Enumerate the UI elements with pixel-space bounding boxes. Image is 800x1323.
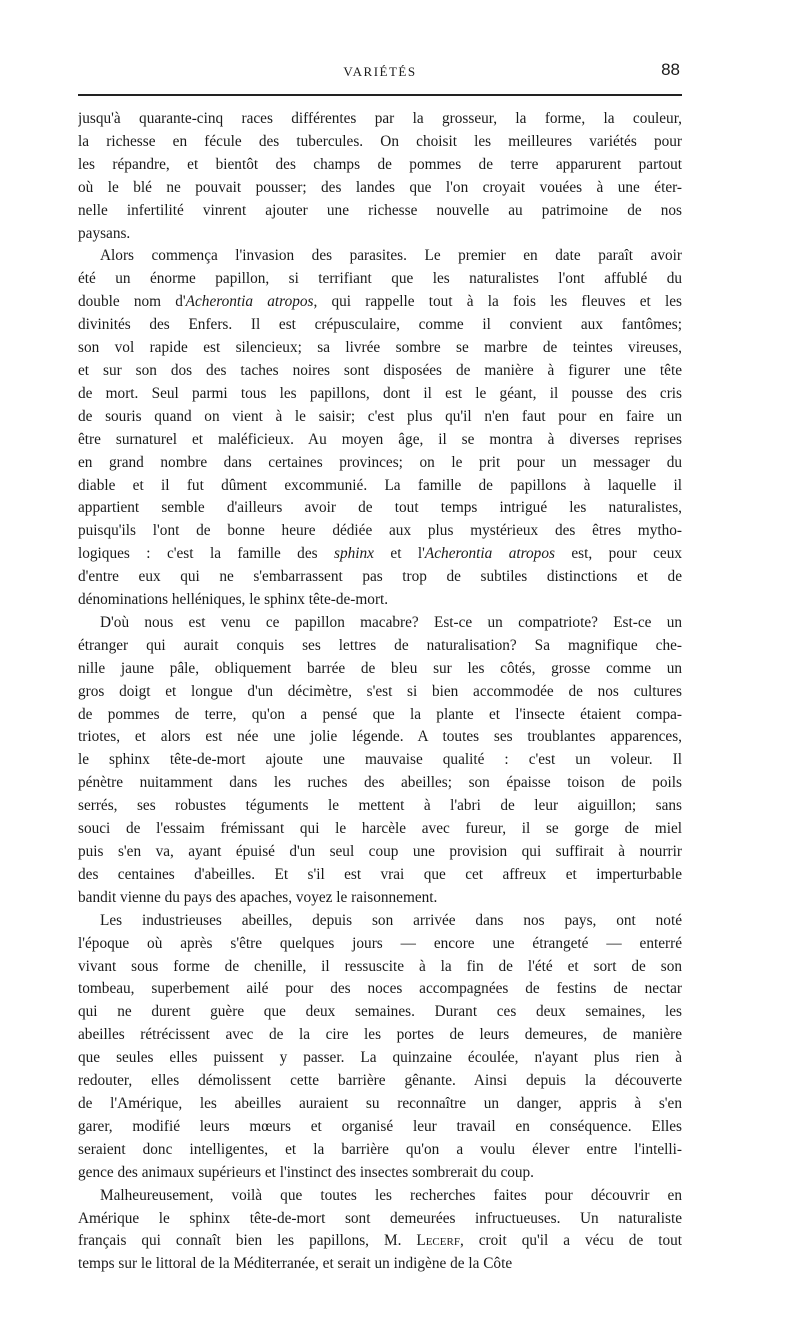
text-line: tombeau, superbement ailé pour des noces accompagnées de festins de nectar bbox=[78, 980, 682, 998]
text-line: Malheureusement, voilà que toutes les recherches faites pour découvrir en bbox=[100, 1186, 682, 1204]
text-line: être surnaturel et maléficieux. Au moyen âge, il se montra à diverses reprises bbox=[78, 430, 682, 448]
running-head: VARIÉTÉS bbox=[343, 64, 417, 79]
book-page bbox=[78, 58, 682, 1276]
text-line: été un énorme papillon, si terrifiant que les naturalistes l'ont affublé du bbox=[78, 270, 682, 288]
text-line: dénominations helléniques, le sphinx tête-de-mort. bbox=[78, 591, 389, 609]
text-line: souci de l'essaim frémissant qui le harcèle avec fureur, il se gorge de miel bbox=[78, 820, 682, 838]
text-line: les répandre, et bientôt des champs de pommes de terre apparurent partout bbox=[78, 155, 682, 173]
text-line: l'époque où après s'être quelques jours — encore une étrangeté — enterré bbox=[78, 934, 682, 952]
text-line: et sur son dos des taches noires sont disposées de manière à figurer une tête bbox=[78, 361, 682, 379]
text-line: paysans. bbox=[78, 224, 131, 242]
text-line: divinités des Enfers. Il est crépusculaire, comme il convient aux fantômes; bbox=[78, 316, 682, 334]
text-line: gence des animaux supérieurs et l'instinct des insectes sombrerait du coup. bbox=[78, 1163, 535, 1181]
text-line: double nom d'Acherontia atropos, qui rappelle tout à la fois les fleuves et les bbox=[78, 293, 682, 311]
text-line: D'où nous est venu ce papillon macabre? Est-ce un compatriote? Est-ce un bbox=[100, 613, 682, 631]
paragraph bbox=[78, 1185, 682, 1277]
text-line: nille jaune pâle, obliquement barrée de bleu sur les côtés, grosse comme un bbox=[78, 659, 682, 677]
paragraph bbox=[78, 910, 682, 1185]
text-line: des centaines d'abeilles. Et s'il est vrai que cet affreux et imperturbable bbox=[78, 865, 682, 883]
header-rule bbox=[78, 94, 682, 96]
text-line: étranger qui aurait conquis ses lettres de naturalisation? Sa magnifique che- bbox=[78, 636, 682, 654]
text-line: la richesse en fécule des tubercules. On choisit les meilleures variétés pour bbox=[78, 132, 682, 150]
text-line: Alors commença l'invasion des parasites. Le premier en date paraît avoir bbox=[100, 247, 682, 265]
text-line: jusqu'à quarante-cinq races différentes par la grosseur, la forme, la couleur, bbox=[78, 110, 682, 127]
text-line: nelle infertilité vinrent ajouter une richesse nouvelle au patrimoine de nos bbox=[78, 201, 682, 219]
text-line: Les industrieuses abeilles, depuis son arrivée dans nos pays, ont noté bbox=[100, 911, 682, 929]
page-number: 88 bbox=[661, 60, 680, 79]
text-line: vivant sous forme de chenille, il ressuscite à la fin de l'été et sort de son bbox=[78, 957, 682, 975]
text-line: logiques : c'est la famille des sphinx et l'Acherontia atropos est, pour ceux bbox=[78, 545, 682, 563]
text-line: puis s'en va, ayant épuisé d'un seul coup une provision qui suffirait à nourrir bbox=[78, 843, 682, 860]
text-line: diable et il fut dûment excommunié. La famille de papillons à laquelle il bbox=[78, 476, 682, 494]
text-line: gros doigt et longue d'un décimètre, s'est si bien accommodée de nos cultures bbox=[78, 682, 682, 700]
page-header bbox=[78, 58, 682, 90]
text-line: abeilles rétrécissent avec de la cire les portes de leurs demeures, de manière bbox=[78, 1026, 682, 1044]
text-line: seraient donc intelligentes, et la barrière qu'on a voulu élever entre l'intelli- bbox=[78, 1140, 682, 1158]
text-line: triotes, et alors est née une jolie légende. A toutes ses troublantes apparences, bbox=[78, 728, 682, 746]
text-line: où le blé ne pouvait pousser; des landes que l'on croyait vouées à une éter- bbox=[78, 178, 682, 196]
text-line: qui ne durent guère que deux semaines. Durant ces deux semaines, les bbox=[78, 1003, 682, 1021]
text-line: bandit vienne du pays des apaches, voyez le raisonnement. bbox=[78, 888, 438, 906]
text-line: français qui connaît bien les papillons, M. Lecerf, croit qu'il a vécu de tout bbox=[78, 1232, 682, 1250]
text-line: serrés, ses robustes téguments le mettent à l'abri de leur aiguillon; sans bbox=[78, 797, 682, 815]
text-line: garer, modifié leurs mœurs et organisé leur travail en conséquence. Elles bbox=[78, 1117, 682, 1135]
paragraph bbox=[78, 245, 682, 612]
text-line: le sphinx tête-de-mort ajoute une mauvaise qualité : c'est un voleur. Il bbox=[78, 751, 682, 769]
text-line: Amérique le sphinx tête-de-mort sont demeurées infructueuses. Un naturaliste bbox=[78, 1209, 682, 1227]
text-line: de mort. Seul parmi tous les papillons, dont il est le géant, il pousse des cris bbox=[78, 384, 682, 402]
paragraph bbox=[78, 612, 682, 910]
text-line: son vol rapide est silencieux; sa livrée sombre se marbre de teintes vireuses, bbox=[78, 339, 682, 357]
text-line: en grand nombre dans certaines provinces; on le prit pour un messager du bbox=[78, 453, 682, 471]
text-line: que seules elles puissent y passer. La quinzaine écoulée, n'ayant plus rien à bbox=[78, 1049, 682, 1067]
text-line: de souris quand on vient à le saisir; c'est plus qu'il n'en faut pour en faire un bbox=[78, 407, 682, 425]
text-line: de l'Amérique, les abeilles auraient su reconnaître un danger, appris à s'en bbox=[78, 1094, 682, 1112]
body-text bbox=[78, 108, 682, 1276]
text-line: pénètre nuitamment dans les ruches des abeilles; son épaisse toison de poils bbox=[78, 774, 682, 792]
text-line: temps sur le littoral de la Méditerranée, et serait un indigène de la Côte bbox=[78, 1255, 513, 1273]
text-line: appartient semble d'ailleurs avoir de tout temps intrigué les naturalistes, bbox=[78, 499, 682, 517]
text-line: d'entre eux qui ne s'embarrassent pas trop de subtiles distinctions et de bbox=[78, 568, 682, 586]
text-line: puisqu'ils l'ont de bonne heure dédiée aux plus mystérieux des êtres mytho- bbox=[78, 522, 682, 540]
text-line: de pommes de terre, qu'on a pensé que la plante et l'insecte étaient compa- bbox=[78, 705, 682, 723]
paragraph bbox=[78, 108, 682, 245]
text-line: redouter, elles démolissent cette barrière gênante. Ainsi depuis la découverte bbox=[78, 1072, 682, 1090]
